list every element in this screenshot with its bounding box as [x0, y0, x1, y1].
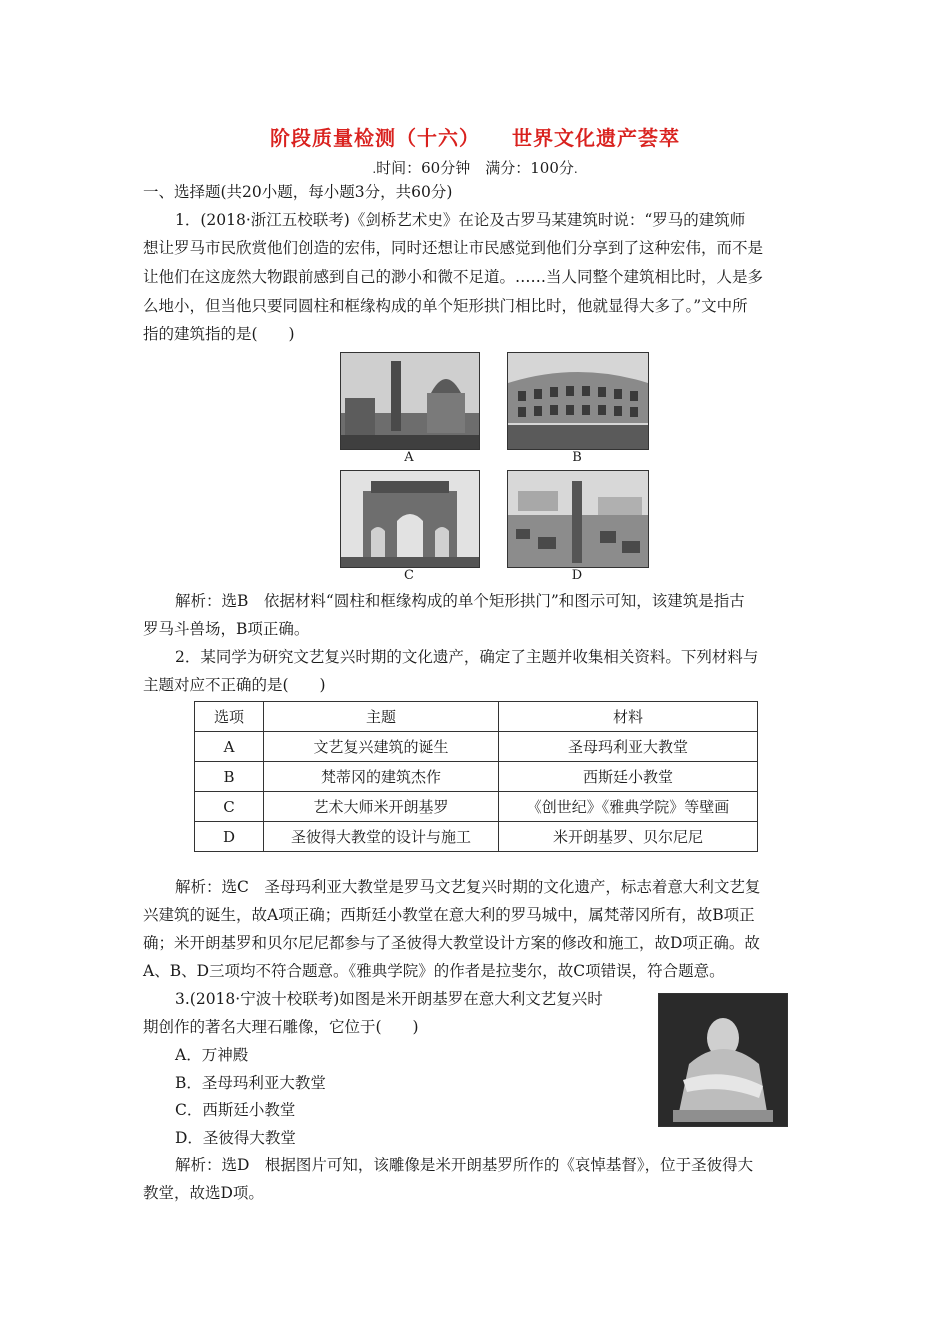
table-header-cell: 材料: [499, 702, 758, 732]
q2-analysis-line: 兴建筑的诞生，故A项正确；西斯廷小教堂在意大利的罗马城中，属梵蒂冈所有，故B项正: [143, 906, 755, 924]
option-d-label: D: [571, 568, 583, 583]
option-b-label: B: [572, 450, 582, 465]
q2-line: 2．某同学为研究文艺复兴时期的文化遗产，确定了主题并收集相关资料。下列材料与: [175, 648, 759, 666]
q2-table: [194, 701, 758, 852]
table-row: [195, 732, 758, 762]
exam-info: .时间：60分钟 满分：100分.: [372, 159, 578, 177]
table-header-cell: 主题: [264, 702, 499, 732]
q3-option: C．西斯廷小教堂: [175, 1101, 296, 1119]
q2-analysis-line: 解析：选C 圣母玛利亚大教堂是罗马文艺复兴时期的文化遗产，标志着意大利文艺复: [175, 878, 761, 896]
section-heading: 一、选择题(共20小题，每小题3分，共60分): [143, 183, 453, 201]
table-cell: B: [195, 762, 264, 792]
q1-analysis-line: 罗马斗兽场，B项正确。: [143, 620, 310, 638]
q1-line: 1．(2018·浙江五校联考)《剑桥艺术史》在论及古罗马某建筑时说：“罗马的建筑师: [175, 211, 746, 229]
q3-option: D．圣彼得大教堂: [175, 1129, 296, 1147]
q3-option: B．圣母玛利亚大教堂: [175, 1074, 326, 1092]
q3-option: A．万神殿: [175, 1046, 249, 1064]
q1-line: 么地小，但当他只要同圆柱和框缘构成的单个矩形拱门相比时，他就显得大多了。”文中所: [143, 297, 748, 315]
option-c-label: C: [404, 568, 414, 583]
table-cell: 圣彼得大教堂的设计与施工: [264, 822, 499, 852]
q1-line: 指的建筑指的是( ): [143, 325, 295, 343]
option-b-photo-colosseum: [507, 352, 649, 450]
option-a-label: A: [404, 450, 414, 465]
option-a-photo-trajan-column: [340, 352, 480, 450]
table-cell: A: [195, 732, 264, 762]
page-title-part2: 世界文化遗产荟萃: [512, 126, 680, 150]
option-c-photo-triumphal-arch: [340, 470, 480, 568]
table-cell: 艺术大师米开朗基罗: [264, 792, 499, 822]
table-cell: 米开朗基罗、贝尔尼尼: [499, 822, 758, 852]
table-cell: 圣母玛利亚大教堂: [499, 732, 758, 762]
table-cell: D: [195, 822, 264, 852]
page-title-part1: 阶段质量检测（十六）: [270, 126, 480, 150]
q1-line: 想让罗马市民欣赏他们创造的宏伟，同时还想让市民感觉到他们分享到了这种宏伟，而不是: [143, 239, 764, 257]
page-title: [0, 122, 950, 151]
q3-analysis-line: 解析：选D 根据图片可知，该雕像是米开朗基罗所作的《哀悼基督》，位于圣彼得大: [175, 1156, 754, 1174]
q3-line: 期创作的著名大理石雕像，它位于( ): [143, 1018, 419, 1036]
table-cell: 西斯廷小教堂: [499, 762, 758, 792]
table-cell: 文艺复兴建筑的诞生: [264, 732, 499, 762]
table-row: [195, 792, 758, 822]
q3-line: 3.(2018·宁波十校联考)如图是米开朗基罗在意大利文艺复兴时: [175, 990, 603, 1008]
table-row: [195, 822, 758, 852]
table-header-row: [195, 702, 758, 732]
q2-analysis-line: 确；米开朗基罗和贝尔尼尼都参与了圣彼得大教堂设计方案的修改和施工，故D项正确。故: [143, 934, 760, 952]
table-cell: 梵蒂冈的建筑杰作: [264, 762, 499, 792]
table-cell: 《创世纪》《雅典学院》等壁画: [499, 792, 758, 822]
table-header-cell: 选项: [195, 702, 264, 732]
exam-time-score: 时间：60分钟 满分：100分: [376, 159, 574, 177]
table-row: [195, 762, 758, 792]
q1-analysis-line: 解析：选B 依据材料“圆柱和框缘构成的单个矩形拱门”和图示可知，该建筑是指古: [175, 592, 745, 610]
q1-line: 让他们在这庞然大物跟前感到自己的渺小和微不足道。……当人同整个建筑相比时，人是多: [143, 268, 764, 286]
q2-line: 主题对应不正确的是( ): [143, 676, 326, 694]
q3-analysis-line: 教堂，故选D项。: [143, 1184, 264, 1202]
q2-analysis-line: A、B、D三项均不符合题意。《雅典学院》的作者是拉斐尔，故C项错误，符合题意。: [143, 962, 725, 980]
table-cell: C: [195, 792, 264, 822]
option-d-photo-column-city: [507, 470, 649, 568]
